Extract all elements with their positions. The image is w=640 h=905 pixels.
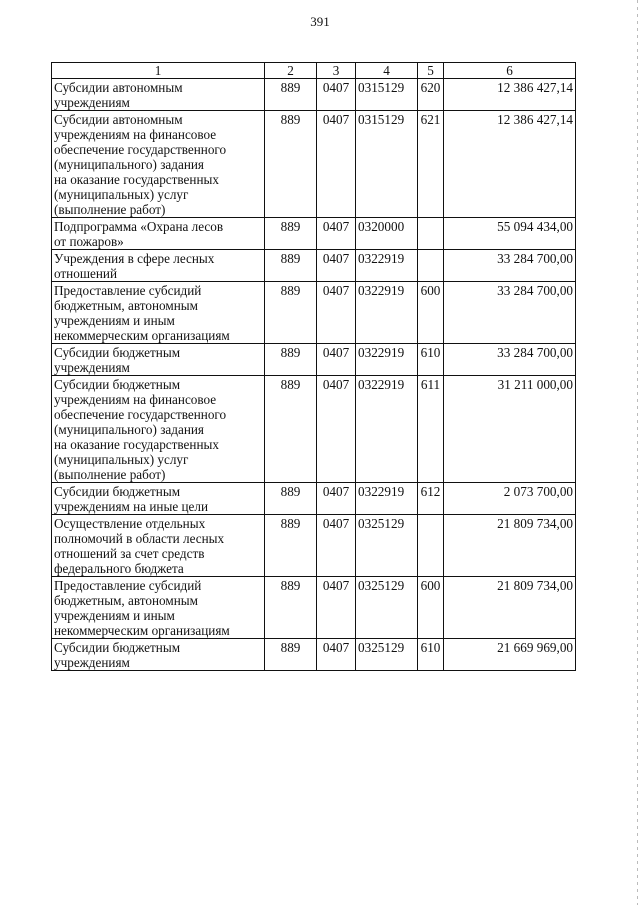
code-2-cell: 889 — [265, 639, 317, 671]
row-name-cell — [52, 79, 265, 111]
code-3-cell: 0407 — [317, 577, 356, 639]
row-name-line: бюджетным, автономным — [54, 298, 198, 313]
amount-cell: 2 073 700,00 — [444, 483, 576, 515]
row-name-cell — [52, 515, 265, 577]
row-name-line: Субсидии автономным — [54, 80, 183, 95]
row-name-line: Субсидии бюджетным — [54, 345, 181, 360]
row-name-line: учреждениям — [54, 360, 130, 375]
row-name-line: Субсидии автономным — [54, 112, 183, 127]
budget-table — [51, 62, 576, 671]
row-name-cell — [52, 376, 265, 483]
row-name-line: учреждениям на финансовое — [54, 127, 217, 142]
code-5-cell — [418, 250, 444, 282]
table-row — [52, 577, 576, 639]
code-4-cell: 0322919 — [356, 376, 418, 483]
table-row — [52, 515, 576, 577]
code-4-cell: 0322919 — [356, 250, 418, 282]
scan-edge — [637, 0, 638, 905]
row-name-line: (муниципальных) услуг — [54, 452, 189, 467]
row-name-line: Субсидии бюджетным — [54, 377, 181, 392]
code-2-cell: 889 — [265, 282, 317, 344]
row-name-line: учреждениям и иным — [54, 313, 175, 328]
code-4-cell: 0322919 — [356, 344, 418, 376]
column-header-6: 6 — [444, 63, 576, 79]
row-name-line: обеспечение государственного — [54, 142, 227, 157]
code-4-cell: 0320000 — [356, 218, 418, 250]
row-name-line: (муниципальных) услуг — [54, 187, 189, 202]
code-5-cell: 600 — [418, 577, 444, 639]
table-row — [52, 344, 576, 376]
table-row — [52, 282, 576, 344]
row-name-cell — [52, 483, 265, 515]
row-name-line: на оказание государственных — [54, 172, 219, 187]
row-name-cell — [52, 111, 265, 218]
row-name-line: отношений — [54, 266, 118, 281]
row-name-line: учреждениям — [54, 95, 130, 110]
header-row — [52, 63, 576, 79]
page-number: 391 — [310, 14, 330, 29]
code-2-cell: 889 — [265, 515, 317, 577]
code-4-cell: 0325129 — [356, 515, 418, 577]
code-5-cell: 610 — [418, 639, 444, 671]
amount-cell: 21 809 734,00 — [444, 577, 576, 639]
code-3-cell: 0407 — [317, 218, 356, 250]
table-row — [52, 376, 576, 483]
code-4-cell: 0315129 — [356, 79, 418, 111]
column-header-4: 4 — [356, 63, 418, 79]
row-name-line: учреждениям на иные цели — [54, 499, 209, 514]
code-5-cell: 621 — [418, 111, 444, 218]
amount-cell: 12 386 427,14 — [444, 111, 576, 218]
row-name-line: некоммерческим организациям — [54, 328, 230, 343]
code-5-cell — [418, 515, 444, 577]
column-header-2: 2 — [265, 63, 317, 79]
code-2-cell: 889 — [265, 79, 317, 111]
amount-cell: 21 669 969,00 — [444, 639, 576, 671]
code-3-cell: 0407 — [317, 483, 356, 515]
row-name-cell — [52, 250, 265, 282]
row-name-line: Предоставление субсидий — [54, 578, 202, 593]
code-4-cell: 0322919 — [356, 483, 418, 515]
code-5-cell: 610 — [418, 344, 444, 376]
code-2-cell: 889 — [265, 344, 317, 376]
column-header-1: 1 — [52, 63, 265, 79]
code-2-cell: 889 — [265, 111, 317, 218]
row-name-line: Учреждения в сфере лесных — [54, 251, 215, 266]
row-name-line: учреждениям и иным — [54, 608, 175, 623]
row-name-line: Осуществление отдельных — [54, 516, 206, 531]
row-name-cell — [52, 344, 265, 376]
code-3-cell: 0407 — [317, 250, 356, 282]
table-row — [52, 483, 576, 515]
table-row — [52, 250, 576, 282]
amount-cell: 31 211 000,00 — [444, 376, 576, 483]
code-3-cell: 0407 — [317, 282, 356, 344]
row-name-line: (муниципального) задания — [54, 157, 205, 172]
table-row — [52, 111, 576, 218]
row-name-line: Предоставление субсидий — [54, 283, 202, 298]
row-name-cell — [52, 282, 265, 344]
row-name-line: (выполнение работ) — [54, 202, 166, 217]
code-2-cell: 889 — [265, 577, 317, 639]
row-name-line: бюджетным, автономным — [54, 593, 198, 608]
amount-cell: 55 094 434,00 — [444, 218, 576, 250]
code-3-cell: 0407 — [317, 111, 356, 218]
table-body — [52, 79, 576, 671]
code-5-cell: 612 — [418, 483, 444, 515]
code-3-cell: 0407 — [317, 639, 356, 671]
code-5-cell: 620 — [418, 79, 444, 111]
code-3-cell: 0407 — [317, 376, 356, 483]
code-2-cell: 889 — [265, 376, 317, 483]
amount-cell: 12 386 427,14 — [444, 79, 576, 111]
row-name-line: федерального бюджета — [54, 561, 184, 576]
code-2-cell: 889 — [265, 218, 317, 250]
amount-cell: 33 284 700,00 — [444, 282, 576, 344]
table-row — [52, 218, 576, 250]
code-3-cell: 0407 — [317, 515, 356, 577]
row-name-line: Субсидии бюджетным — [54, 640, 181, 655]
table-row — [52, 639, 576, 671]
code-2-cell: 889 — [265, 483, 317, 515]
row-name-line: учреждениям на финансовое — [54, 392, 217, 407]
code-5-cell — [418, 218, 444, 250]
row-name-line: (муниципального) задания — [54, 422, 205, 437]
code-4-cell: 0315129 — [356, 111, 418, 218]
amount-cell: 33 284 700,00 — [444, 250, 576, 282]
row-name-line: от пожаров» — [54, 234, 124, 249]
row-name-line: обеспечение государственного — [54, 407, 227, 422]
code-2-cell: 889 — [265, 250, 317, 282]
amount-cell: 21 809 734,00 — [444, 515, 576, 577]
table-row — [52, 79, 576, 111]
column-header-3: 3 — [317, 63, 356, 79]
row-name-line: (выполнение работ) — [54, 467, 166, 482]
column-header-5: 5 — [418, 63, 444, 79]
code-5-cell: 611 — [418, 376, 444, 483]
code-4-cell: 0322919 — [356, 282, 418, 344]
row-name-line: Подпрограмма «Охрана лесов — [54, 219, 224, 234]
row-name-cell — [52, 577, 265, 639]
row-name-line: отношений за счет средств — [54, 546, 205, 561]
row-name-line: Субсидии бюджетным — [54, 484, 181, 499]
row-name-line: полномочий в области лесных — [54, 531, 225, 546]
code-3-cell: 0407 — [317, 79, 356, 111]
code-3-cell: 0407 — [317, 344, 356, 376]
code-4-cell: 0325129 — [356, 577, 418, 639]
row-name-cell — [52, 218, 265, 250]
row-name-line: на оказание государственных — [54, 437, 219, 452]
code-5-cell: 600 — [418, 282, 444, 344]
row-name-line: некоммерческим организациям — [54, 623, 230, 638]
code-4-cell: 0325129 — [356, 639, 418, 671]
row-name-cell — [52, 639, 265, 671]
amount-cell: 33 284 700,00 — [444, 344, 576, 376]
row-name-line: учреждениям — [54, 655, 130, 670]
